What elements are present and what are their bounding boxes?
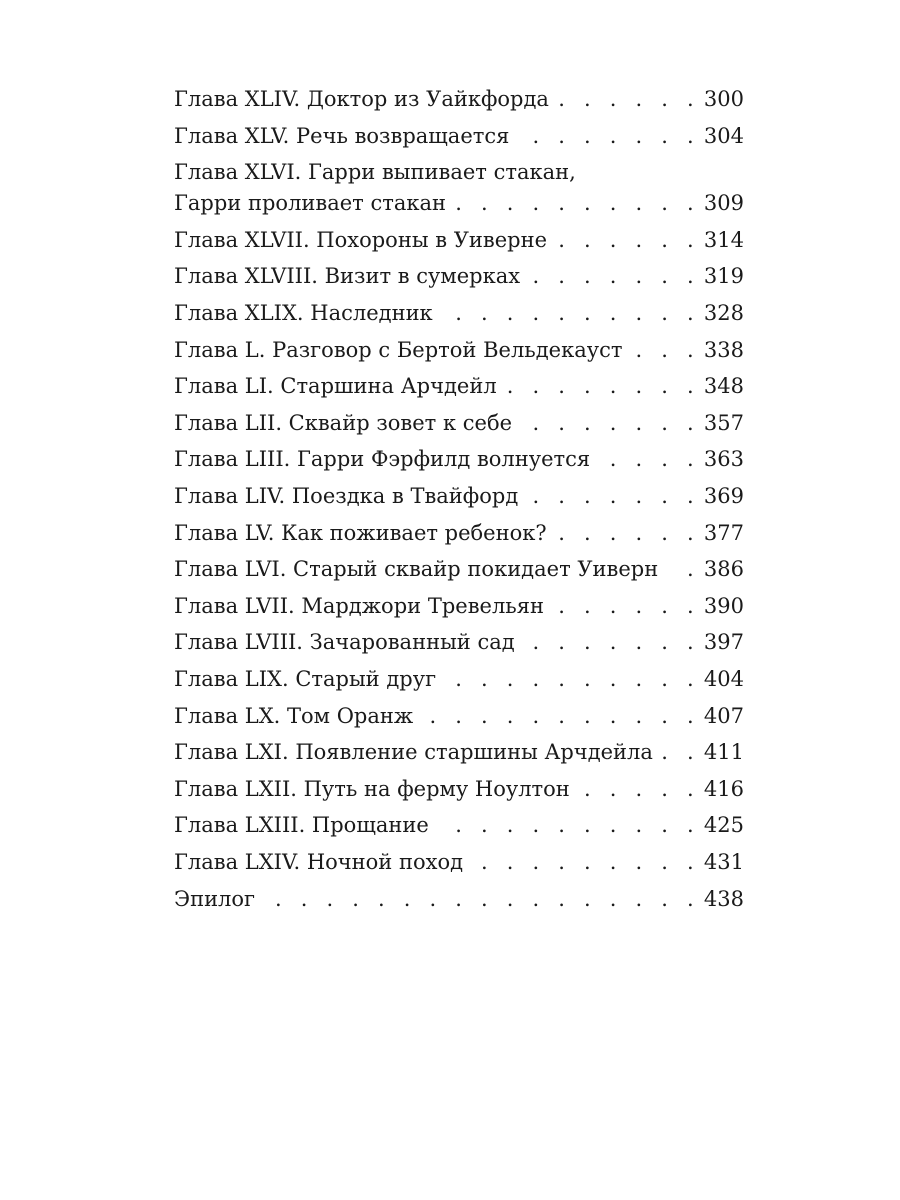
toc-entry-title: Глава LIX. Старый друг bbox=[174, 666, 437, 691]
toc-entry-page: 304 bbox=[703, 123, 744, 148]
toc-entry-title: Глава XLIV. Доктор из Уайкфорда bbox=[174, 87, 549, 111]
toc-entry-title: Глава LX. Том Оранж bbox=[174, 703, 414, 728]
toc-entry[interactable] bbox=[174, 847, 744, 878]
leader-dots bbox=[578, 774, 700, 805]
toc-entry[interactable] bbox=[174, 121, 744, 152]
toc-entry-title: Глава LXIV. Ночной поход bbox=[174, 849, 464, 874]
toc-entry-title: Глава LXIII. Прощание bbox=[174, 813, 429, 838]
toc-entry[interactable] bbox=[174, 554, 744, 585]
leader-dots bbox=[444, 664, 700, 695]
toc-entry-title: Глава LXII. Путь на ферму Ноултон bbox=[174, 776, 570, 801]
toc-entry[interactable] bbox=[174, 518, 744, 549]
toc-entry-title: Глава LVII. Марджори Тревельян bbox=[174, 593, 544, 618]
toc-entry[interactable] bbox=[174, 408, 744, 439]
toc-entry[interactable] bbox=[174, 261, 744, 292]
toc-entry-page: 300 bbox=[703, 87, 744, 111]
leader-dots bbox=[555, 225, 700, 256]
toc-entry-page: 407 bbox=[703, 703, 744, 728]
toc-entry-title: Глава LI. Старшина Арчдейл bbox=[174, 374, 497, 399]
toc-entry-title: Глава LIII. Гарри Фэрфилд волнуется bbox=[174, 447, 591, 472]
table-of-contents bbox=[174, 84, 744, 920]
leader-dots bbox=[555, 518, 700, 549]
toc-entry[interactable] bbox=[174, 664, 744, 695]
toc-entry-page: 338 bbox=[703, 337, 744, 362]
toc-entry[interactable] bbox=[174, 444, 744, 475]
toc-entry[interactable] bbox=[174, 371, 744, 402]
toc-entry[interactable] bbox=[174, 335, 744, 366]
toc-entry-page: 397 bbox=[703, 630, 744, 655]
leader-dots bbox=[666, 554, 700, 585]
toc-entry-title: Глава L. Разговор с Бертой Вельдекауст bbox=[174, 337, 623, 362]
leader-dots bbox=[505, 371, 700, 402]
toc-entry-page: 416 bbox=[703, 776, 744, 801]
toc-entry-title: Эпилог bbox=[174, 886, 256, 911]
toc-entry[interactable] bbox=[174, 810, 744, 841]
leader-dots bbox=[441, 298, 700, 329]
toc-entry[interactable] bbox=[174, 774, 744, 805]
leader-dots bbox=[526, 481, 700, 512]
toc-entry[interactable] bbox=[174, 627, 744, 658]
leader-dots bbox=[598, 444, 700, 475]
leader-dots bbox=[557, 84, 700, 115]
toc-entry-page: 357 bbox=[703, 410, 744, 435]
toc-entry-title: Глава XLIX. Наследник bbox=[174, 300, 433, 325]
leader-dots bbox=[517, 121, 700, 152]
toc-entry-page: 369 bbox=[703, 483, 744, 508]
toc-entry[interactable] bbox=[174, 701, 744, 732]
toc-entry-page: 404 bbox=[703, 666, 744, 691]
toc-entry-page: 390 bbox=[703, 593, 744, 618]
leader-dots bbox=[661, 737, 700, 768]
toc-entry[interactable] bbox=[174, 481, 744, 512]
toc-entry[interactable] bbox=[174, 298, 744, 329]
toc-entry-title: Глава XLV. Речь возвращается bbox=[174, 123, 510, 148]
toc-entry-title: Глава XLVIII. Визит в сумерках bbox=[174, 264, 521, 289]
toc-entry-title: Глава LII. Сквайр зовет к себе bbox=[174, 410, 513, 435]
toc-entry-page: 314 bbox=[703, 227, 744, 252]
toc-entry[interactable] bbox=[174, 737, 744, 768]
leader-dots bbox=[471, 847, 700, 878]
toc-entry[interactable] bbox=[174, 84, 744, 115]
leader-dots bbox=[263, 884, 700, 915]
toc-entry[interactable] bbox=[174, 591, 744, 622]
leader-dots bbox=[523, 627, 700, 658]
toc-entry-title: Глава LIV. Поездка в Твайфорд bbox=[174, 483, 519, 508]
toc-entry-page: 425 bbox=[703, 813, 744, 838]
toc-entry-epilogue[interactable] bbox=[174, 884, 744, 915]
toc-entry-page: 328 bbox=[703, 300, 744, 325]
toc-entry-title: Глава XLVII. Похороны в Уиверне bbox=[174, 227, 547, 252]
leader-dots bbox=[437, 810, 700, 841]
toc-entry-page: 309 bbox=[703, 191, 744, 216]
toc-entry-page: 438 bbox=[703, 886, 744, 911]
toc-entry-title: Глава LVIII. Зачарованный сад bbox=[174, 630, 515, 655]
toc-entry-page: 386 bbox=[703, 557, 744, 582]
leader-dots bbox=[552, 591, 700, 622]
toc-entry-page: 377 bbox=[703, 520, 744, 545]
toc-entry[interactable] bbox=[174, 157, 744, 219]
toc-entry[interactable] bbox=[174, 225, 744, 256]
toc-entry-page: 431 bbox=[703, 849, 744, 874]
leader-dots bbox=[520, 408, 700, 439]
toc-entry-title: Гарри проливает стакан bbox=[174, 191, 447, 216]
toc-entry-page: 411 bbox=[703, 740, 744, 765]
toc-entry-page: 319 bbox=[703, 264, 744, 289]
leader-dots bbox=[528, 261, 700, 292]
toc-entry-page: 348 bbox=[703, 374, 744, 399]
toc-entry-page: 363 bbox=[703, 447, 744, 472]
toc-entry-title-line1: Глава XLVI. Гарри выпивает стакан, bbox=[174, 160, 576, 185]
leader-dots bbox=[454, 188, 700, 219]
toc-entry-title: Глава LVI. Старый сквайр покидает Уиверн bbox=[174, 557, 659, 582]
leader-dots bbox=[630, 335, 699, 366]
toc-entry-title: Глава LXI. Появление старшины Арчдейла bbox=[174, 740, 653, 765]
toc-entry-title: Глава LV. Как поживает ребенок? bbox=[174, 520, 547, 545]
leader-dots bbox=[421, 701, 700, 732]
